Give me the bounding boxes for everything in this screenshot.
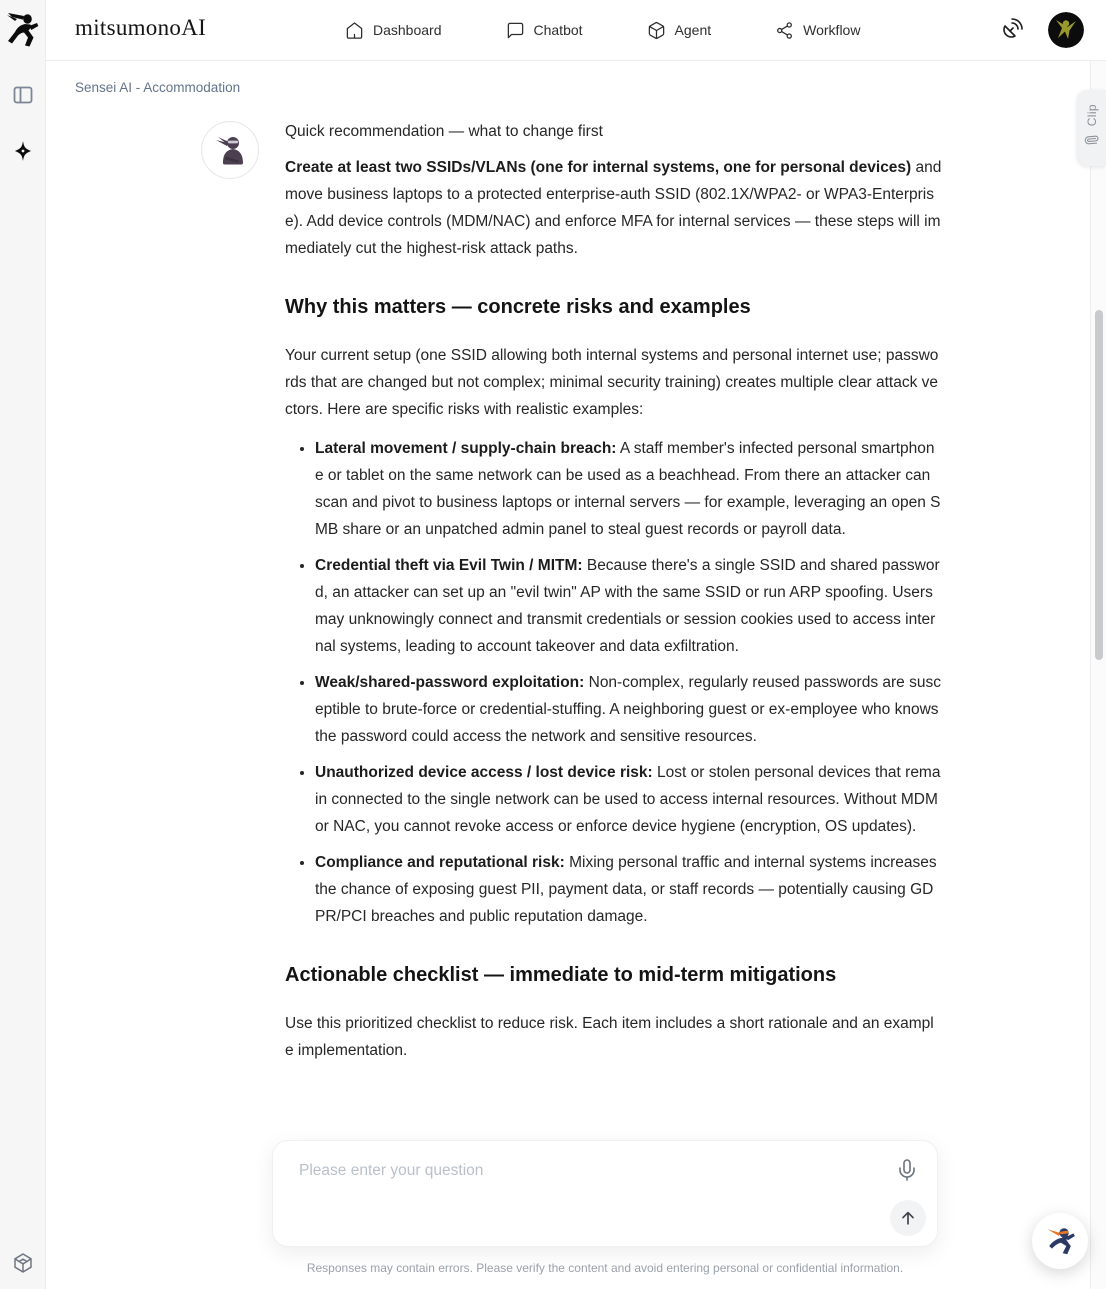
risk-text: Because there's a single SSID and shared password, an attacker can set up an "evil twin" AP with the same SSID or run ARP spoofing. Users may unknowingly connect and transmit credentials or session cookies used to access internal systems, leading to account takeover and data exfiltration. bbox=[315, 557, 940, 655]
risk-text: Non-complex, regularly reused passwords are susceptible to brute-force or credential-stuffing. A neighboring guest or ex-employee who knows the password could access the network and sensitive resources. bbox=[315, 674, 941, 745]
sitting-ninja-icon bbox=[212, 132, 248, 168]
risks-intro: Your current setup (one SSID allowing both internal systems and personal internet use; passwords that are changed but not complex; minimal security training) creates multiple clear attack vectors. Here are specific risks with realistic examples: bbox=[285, 347, 939, 418]
share-nodes-icon bbox=[775, 21, 794, 40]
checklist-intro: Use this prioritized checklist to reduce risk. Each item includes a short rationale and an example implementation. bbox=[285, 1015, 934, 1059]
left-rail bbox=[0, 0, 46, 1289]
risk-item bbox=[315, 552, 942, 660]
paperclip-icon bbox=[1085, 133, 1099, 152]
chat-bubble-icon bbox=[506, 21, 525, 40]
risk-term: Compliance and reputational risk: bbox=[315, 854, 565, 871]
scrollbar-thumb[interactable] bbox=[1095, 310, 1103, 660]
assistant-avatar bbox=[201, 121, 259, 179]
question-input[interactable] bbox=[297, 1161, 861, 1181]
clip-tab[interactable] bbox=[1078, 90, 1106, 166]
nav-item-agent[interactable] bbox=[647, 21, 712, 40]
send-button[interactable] bbox=[890, 1200, 926, 1236]
risk-text: A staff member's infected personal smartphone or tablet on the same network can be used as a beachhead. From there an attacker can scan and pivot to business laptops or internal servers — for example, leveraging an open SMB share or an unpatched admin panel to steal guest records or payroll data. bbox=[315, 440, 941, 538]
disclaimer-text: Responses may contain errors. Please verify the content and avoid entering personal or confidential information. bbox=[306, 1261, 904, 1275]
lead-bold: Create at least two SSIDs/VLANs (one for internal systems, one for personal devices) bbox=[285, 159, 912, 176]
home-icon bbox=[345, 21, 364, 40]
nav-label: Agent bbox=[674, 22, 712, 38]
microphone-icon[interactable] bbox=[895, 1158, 919, 1182]
top-bar-actions bbox=[1001, 0, 1084, 60]
top-bar bbox=[45, 0, 1106, 61]
assistant-fab[interactable] bbox=[1032, 1213, 1088, 1269]
message-intro: Quick recommendation — what to change first bbox=[285, 123, 603, 140]
risk-item bbox=[315, 435, 942, 543]
risk-term: Unauthorized device access / lost device risk: bbox=[315, 764, 653, 781]
risk-list bbox=[285, 435, 942, 930]
fighting-ninja-icon bbox=[1042, 1223, 1078, 1259]
nav-label: Chatbot bbox=[533, 22, 583, 38]
section-heading-risks: Why this matters — concrete risks and examples bbox=[285, 296, 751, 318]
nav-label: Workflow bbox=[803, 22, 861, 38]
risk-term: Lateral movement / supply-chain breach: bbox=[315, 440, 617, 457]
risk-term: Credential theft via Evil Twin / MITM: bbox=[315, 557, 583, 574]
ninja-logo-icon[interactable] bbox=[5, 11, 39, 49]
nav-item-dashboard[interactable] bbox=[345, 21, 442, 40]
brand-logo-text[interactable]: mitsumonoAI bbox=[75, 15, 207, 40]
risk-text: Lost or stolen personal devices that remain connected to the single network can be used to access internal resources. Without MDM or NAC, you cannot revoke access or enforce device hygiene (encryption, OS updates). bbox=[315, 764, 941, 835]
main-nav bbox=[345, 0, 860, 60]
assistant-message-body bbox=[285, 121, 942, 1076]
box-icon bbox=[647, 21, 666, 40]
risk-item bbox=[315, 759, 942, 840]
breadcrumb: Sensei AI - Accommodation bbox=[75, 80, 241, 95]
clip-tab-label: Clip bbox=[1085, 103, 1099, 127]
nav-label: Dashboard bbox=[373, 22, 442, 38]
composer bbox=[272, 1140, 938, 1247]
chat-panel bbox=[45, 60, 1106, 1289]
risk-text: Mixing personal traffic and internal systems increases the chance of exposing guest PII, payment data, or staff records — potentially causing GDPR/PCI breaches and public reputation damage. bbox=[315, 854, 937, 925]
risk-term: Weak/shared-password exploitation: bbox=[315, 674, 585, 691]
send-arrow-icon bbox=[898, 1208, 918, 1228]
risk-item bbox=[315, 669, 942, 750]
scrollbar-track[interactable] bbox=[1090, 60, 1106, 1289]
nav-item-chatbot[interactable] bbox=[506, 21, 583, 40]
message-lead bbox=[285, 154, 942, 262]
nav-item-workflow[interactable] bbox=[775, 21, 860, 40]
user-avatar[interactable] bbox=[1048, 12, 1084, 48]
sparkle-icon[interactable] bbox=[11, 139, 35, 163]
assistant-message bbox=[201, 121, 942, 1076]
cube-icon[interactable] bbox=[11, 1251, 35, 1275]
satellite-dish-icon[interactable] bbox=[1001, 16, 1025, 45]
sidebar-toggle-icon[interactable] bbox=[11, 83, 35, 107]
risk-item bbox=[315, 849, 942, 930]
section-heading-checklist: Actionable checklist — immediate to mid-term mitigations bbox=[285, 964, 837, 986]
lead-rest: and move business laptops to a protected enterprise-auth SSID (802.1X/WPA2- or WPA3-Enterprise). Add device controls (MDM/NAC) and enforce MFA for internal services — these steps will immediately cut the highest-risk attack paths. bbox=[285, 159, 942, 257]
